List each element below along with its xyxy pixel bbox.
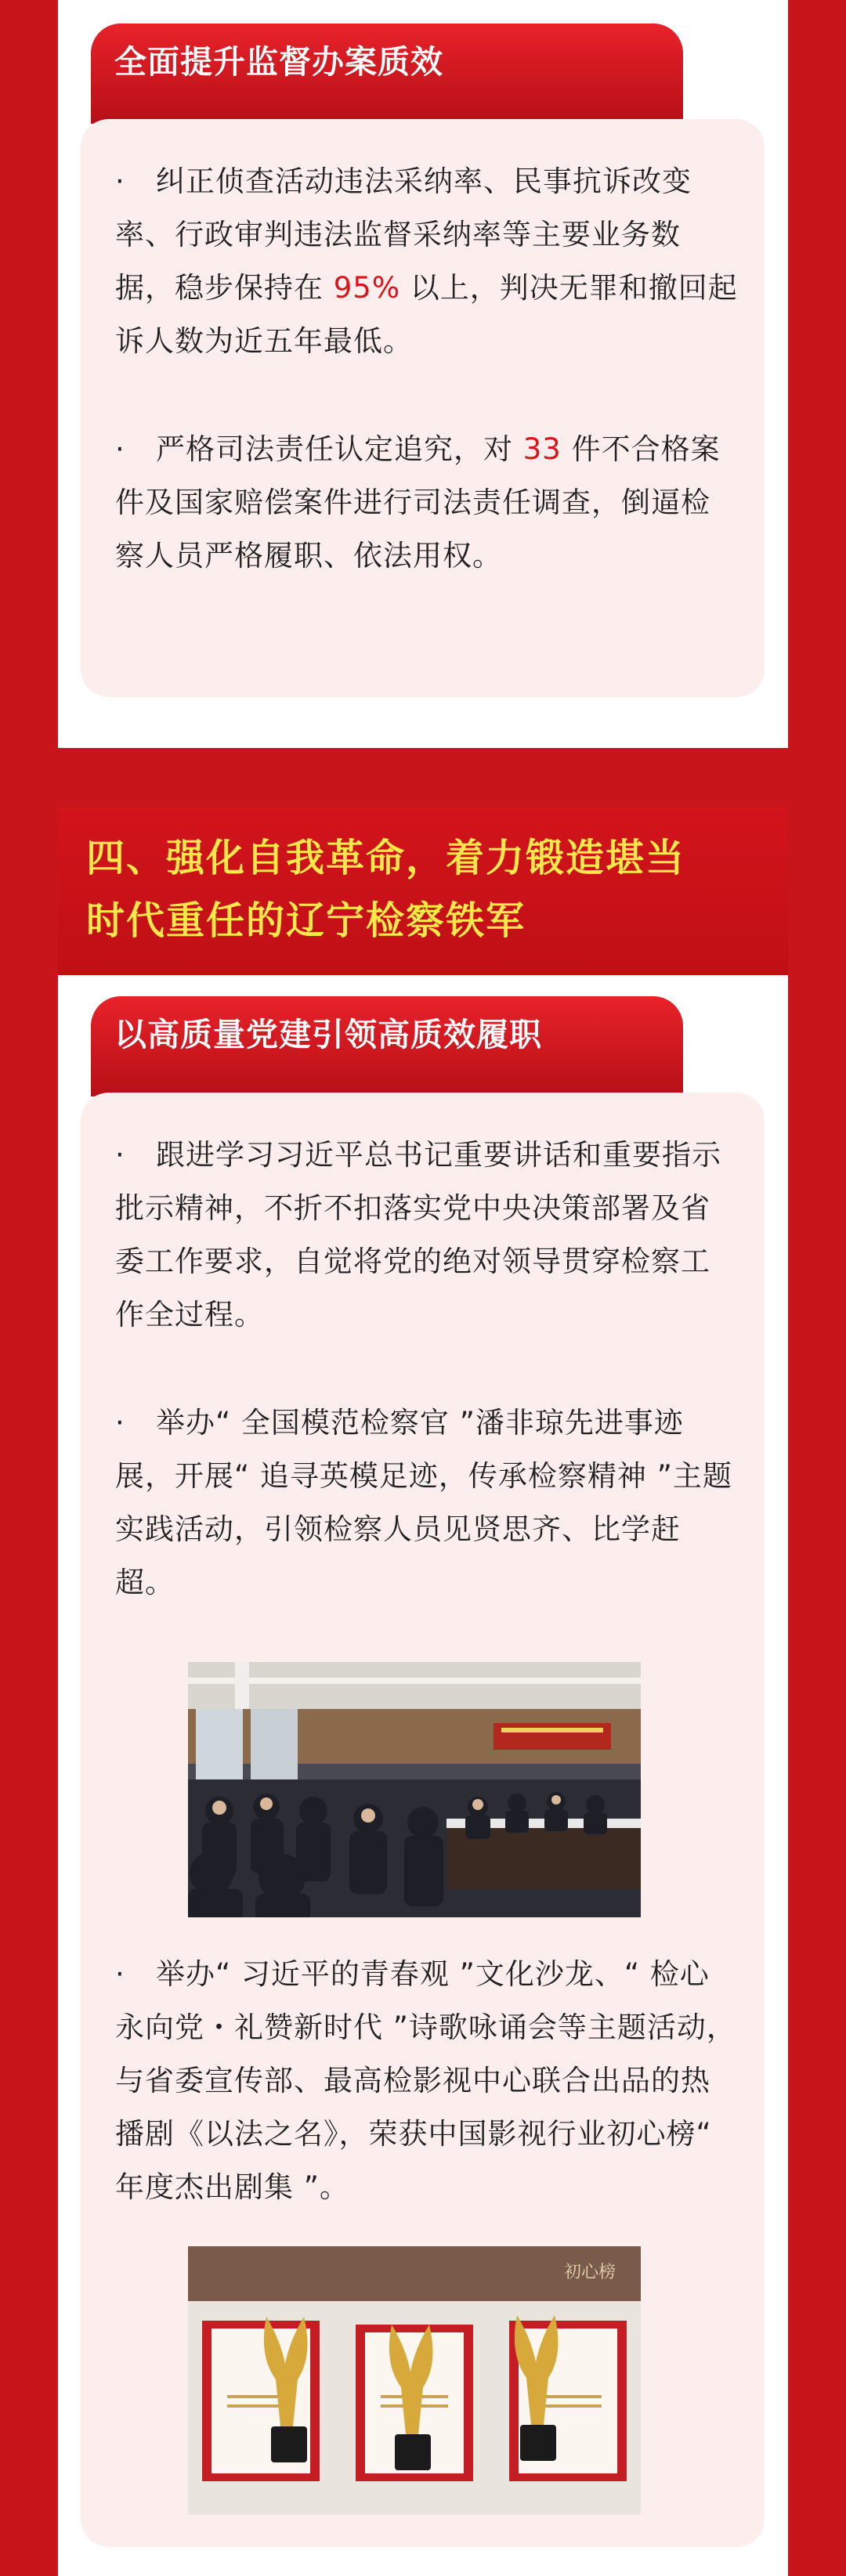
bullet-paragraph xyxy=(115,423,738,583)
content-card xyxy=(81,119,765,697)
bullet-dot: · xyxy=(115,1138,125,1172)
bullet-paragraph xyxy=(115,1948,738,2214)
paragraph-text: 严格司法责任认定追究，对 xyxy=(156,432,523,466)
bullet-dot: · xyxy=(115,1406,125,1440)
bullet-dot: · xyxy=(115,164,125,198)
highlight-number: 95% xyxy=(333,271,401,305)
bullet-paragraph xyxy=(115,1129,738,1342)
meeting-photo xyxy=(188,1662,641,1917)
highlight-number: 33 xyxy=(522,432,562,466)
section-heading-banner xyxy=(58,807,788,975)
paragraph-text: 举办“ 全国模范检察官 ”潘非琼先进事迹展，开展“ 追寻英模足迹，传承检察精神 ”主题实践活动，引领检察人员见贤思齐、比学赶超。 xyxy=(115,1406,732,1599)
award-trophies-photo xyxy=(188,2246,641,2515)
paragraph-text: 跟进学习习近平总书记重要讲话和重要指示批示精神，不折不扣落实党中央决策部署及省委工作要求，自觉将党的绝对领导贯穿检察工作全过程。 xyxy=(115,1138,721,1331)
section-heading-line: 时代重任的辽宁检察铁军 xyxy=(86,898,526,943)
section-subtitle-tab: 以高质量党建引领高质效履职 xyxy=(91,996,683,1097)
section-subtitle-tab: 全面提升监督办案质效 xyxy=(91,23,683,124)
bullet-dot: · xyxy=(115,1957,125,1991)
bullet-paragraph xyxy=(115,155,738,368)
bullet-paragraph xyxy=(115,1396,738,1610)
award-photo-caption: 初心榜 xyxy=(564,2263,616,2282)
section-heading-line: 四、强化自我革命，着力锻造堪当 xyxy=(86,836,686,880)
paragraph-text: 举办“ 习近平的青春观 ”文化沙龙、“ 检心永向党・礼赞新时代 ”诗歌咏诵会等主题活动，与省委宣传部、最高检影视中心联合出品的热播剧《以法之名》，荣获中国影视行业初心榜“ 年度杰出剧集 ”。 xyxy=(115,1957,736,2204)
bullet-dot: · xyxy=(115,432,125,466)
paragraph-text: 件不合格案件及国家赔偿案件进行司法责任调查，倒逼检察人员严格履职、依法用权。 xyxy=(115,432,721,573)
paragraph-text: 纠正侦查活动违法采纳率、民事抗诉改变率、行政审判违法监督采纳率等主要业务数据，稳步保持在 xyxy=(115,164,692,305)
paragraph-text: 以上，判决无罪和撤回起诉人数为近五年最低。 xyxy=(115,271,738,358)
